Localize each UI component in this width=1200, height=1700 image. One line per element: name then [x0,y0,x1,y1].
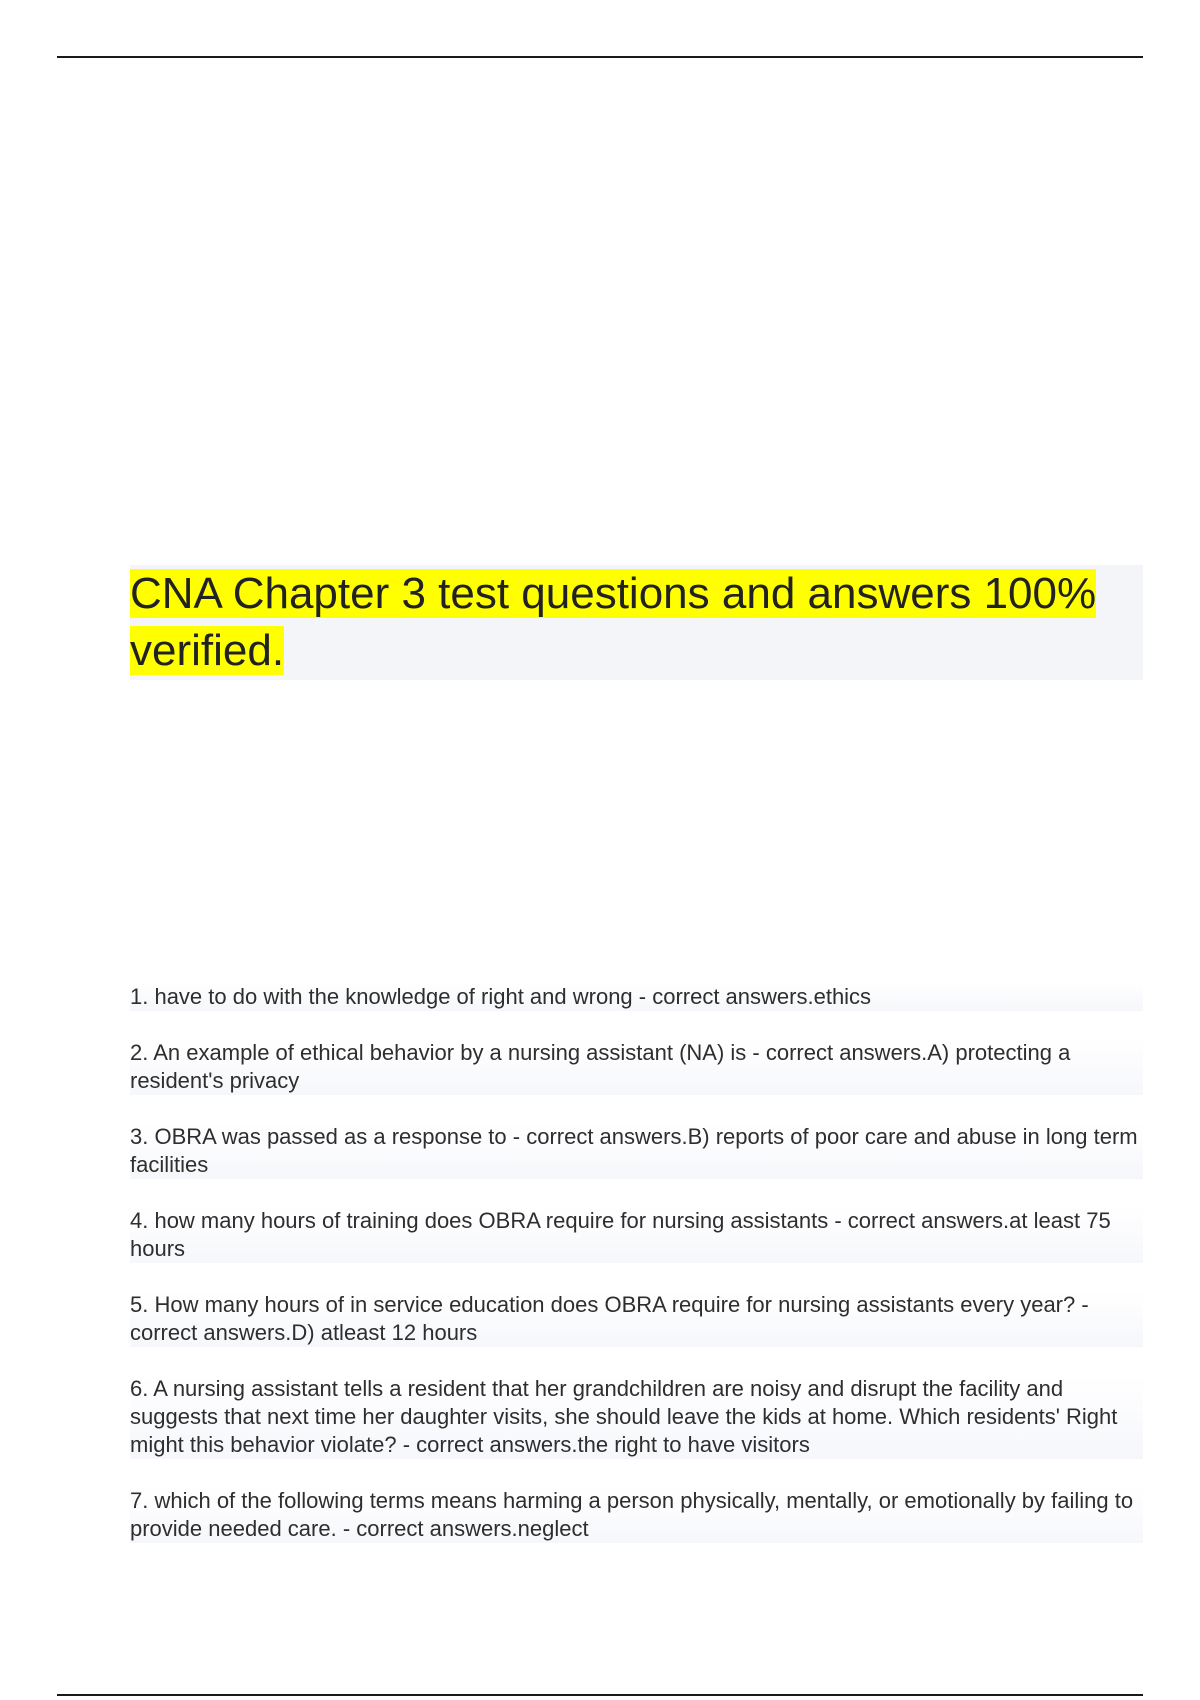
question-item-3: 3. OBRA was passed as a response to - correct answers.B) reports of poor care and abuse in long term facilities [130,1123,1143,1179]
top-rule [57,56,1143,58]
document-title [130,565,1143,679]
question-item-4: 4. how many hours of training does OBRA require for nursing assistants - correct answers.at least 75 hours [130,1207,1143,1263]
question-list [130,983,1143,1571]
question-item-2: 2. An example of ethical behavior by a nursing assistant (NA) is - correct answers.A) protecting a resident's privacy [130,1039,1143,1095]
question-item-6: 6. A nursing assistant tells a resident that her grandchildren are noisy and disrupt the facility and suggests that next time her daughter visits, she should leave the kids at home. Which residents' Right might this behavior violate? - correct answers.the right to have visitors [130,1375,1143,1459]
question-item-7: 7. which of the following terms means harming a person physically, mentally, or emotionally by failing to provide needed care. - correct answers.neglect [130,1487,1143,1543]
question-item-5: 5. How many hours of in service education does OBRA require for nursing assistants every year? - correct answers.D) atleast 12 hours [130,1291,1143,1347]
title-highlight: CNA Chapter 3 test questions and answers 100% verified. [130,569,1097,675]
question-item-1: 1. have to do with the knowledge of right and wrong - correct answers.ethics [130,983,1143,1011]
bottom-rule [57,1694,1143,1696]
